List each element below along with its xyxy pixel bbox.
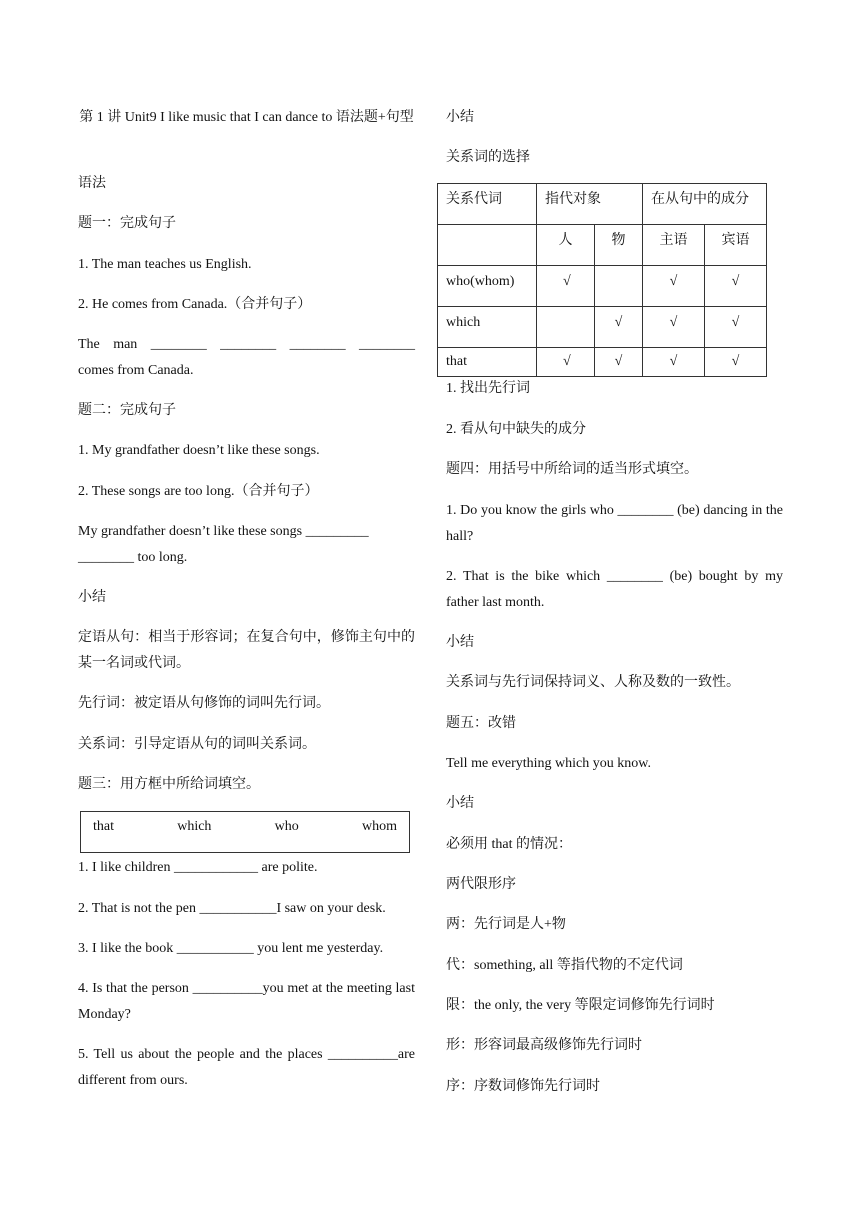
exercise3-heading: 题三：用方框中所给词填空。 xyxy=(78,777,260,792)
table-row xyxy=(438,266,767,307)
table-row xyxy=(438,348,767,377)
check-thing: √ xyxy=(595,307,643,348)
check-subject: √ xyxy=(643,348,705,377)
relative-pronoun-table xyxy=(437,183,767,377)
summary3-heading: 小结 xyxy=(446,796,474,811)
exercise1-sentence2: 2. He comes from Canada.（合并句子） xyxy=(78,297,312,312)
word-bank-item: which xyxy=(177,819,212,834)
check-object: √ xyxy=(705,266,767,307)
subheader-person: 人 xyxy=(537,225,595,266)
answer-blank: ________ xyxy=(358,337,415,352)
header-clause-role: 在从句中的成分 xyxy=(643,184,767,225)
mnemonic: 两代限形序 xyxy=(446,877,516,892)
check-object: √ xyxy=(705,348,767,377)
exercise2-sentence2: 2. These songs are too long.（合并句子） xyxy=(78,484,319,499)
exercise2-sentence1: 1. My grandfather doesn’t like these songs. xyxy=(78,443,320,458)
exercise1-answer-end: comes from Canada. xyxy=(78,363,194,378)
check-thing xyxy=(595,266,643,307)
answer-blank: ________ xyxy=(220,337,277,352)
header-refers-to: 指代对象 xyxy=(537,184,643,225)
answer-word: man xyxy=(113,337,138,352)
row-word: that xyxy=(438,348,537,377)
rule-xu: 序：序数词修饰先行词时 xyxy=(446,1079,600,1094)
rule-xing: 形：形容词最高级修饰先行词时 xyxy=(446,1038,642,1053)
check-thing: √ xyxy=(595,348,643,377)
subheader-object: 宾语 xyxy=(705,225,767,266)
must-use-that-heading: 必须用 that 的情况： xyxy=(446,837,572,852)
word-bank-box xyxy=(80,811,410,853)
table-subheader-row xyxy=(438,225,767,266)
summary1-heading: 小结 xyxy=(78,590,106,605)
antecedent-definition: 先行词：被定语从句修饰的词叫先行词。 xyxy=(78,696,330,711)
exercise5-heading: 题五：改错 xyxy=(446,716,516,731)
attributive-clause-definition: 定语从句：相当于形容词；在复合句中，修饰主句中的某一名词或代词。 xyxy=(78,630,415,671)
check-subject: √ xyxy=(643,307,705,348)
check-person xyxy=(537,307,595,348)
exercise4-q2: 2. That is the bike which ________ (be) bought by my father last month. xyxy=(446,569,783,610)
answer-word: The xyxy=(78,337,100,352)
word-bank-item: whom xyxy=(362,819,397,834)
exercise5-sentence: Tell me everything which you know. xyxy=(446,756,651,771)
rule-dai: 代：something, all 等指代物的不定代词 xyxy=(446,958,683,973)
check-person: √ xyxy=(537,348,595,377)
row-word: who(whom) xyxy=(438,266,537,307)
subheader-thing: 物 xyxy=(595,225,643,266)
exercise2-answer-line1: My grandfather doesn’t like these songs _________ xyxy=(78,524,369,539)
check-person: √ xyxy=(537,266,595,307)
table-row xyxy=(438,307,767,348)
row-word: which xyxy=(438,307,537,348)
exercise4-heading: 题四：用括号中所给词的适当形式填空。 xyxy=(446,462,698,477)
relative-choice-heading: 关系词的选择 xyxy=(446,150,530,165)
summary-heading: 小结 xyxy=(446,110,474,125)
exercise3-q2: 2. That is not the pen ___________I saw on your desk. xyxy=(78,901,386,916)
exercise2-answer-line2: ________ too long. xyxy=(78,550,188,565)
subheader-subject: 主语 xyxy=(643,225,705,266)
agreement-rule: 关系词与先行词保持词义、人称及数的一致性。 xyxy=(446,675,740,690)
exercise1-heading: 题一：完成句子 xyxy=(78,216,176,231)
lesson-title: 第 1 讲 Unit9 I like music that I can dance to 语法题+句型 xyxy=(79,110,414,125)
exercise3-q1: 1. I like children ____________ are polite. xyxy=(78,860,318,875)
exercise2-heading: 题二：完成句子 xyxy=(78,403,176,418)
relative-word-definition: 关系词：引导定语从句的词叫关系词。 xyxy=(78,737,316,752)
step1-find-antecedent: 1. 找出先行词 xyxy=(446,381,530,396)
check-subject: √ xyxy=(643,266,705,307)
answer-blank: ________ xyxy=(150,337,207,352)
subheader-empty xyxy=(438,225,537,266)
grammar-heading: 语法 xyxy=(78,176,106,191)
exercise3-q3: 3. I like the book ___________ you lent me yesterday. xyxy=(78,941,384,956)
exercise3-q4: 4. Is that the person __________you met at the meeting last Monday? xyxy=(78,981,415,1022)
summary2-heading: 小结 xyxy=(446,635,474,650)
rule-xian: 限：the only, the very 等限定词修饰先行词时 xyxy=(446,998,715,1013)
word-bank-item: who xyxy=(274,819,299,834)
exercise3-q5: 5. Tell us about the people and the places __________are different from ours. xyxy=(78,1047,415,1088)
check-object: √ xyxy=(705,307,767,348)
table-header-row xyxy=(438,184,767,225)
answer-blank: ________ xyxy=(289,337,346,352)
exercise4-q1: 1. Do you know the girls who ________ (be) dancing in the hall? xyxy=(446,503,783,544)
exercise1-sentence1: 1. The man teaches us English. xyxy=(78,257,252,272)
word-bank-item: that xyxy=(93,819,114,834)
header-relative-pronoun: 关系代词 xyxy=(438,184,537,225)
step2-missing-component: 2. 看从句中缺失的成分 xyxy=(446,422,586,437)
rule-liang: 两：先行词是人+物 xyxy=(446,917,566,932)
exercise1-answer-line xyxy=(78,332,415,358)
